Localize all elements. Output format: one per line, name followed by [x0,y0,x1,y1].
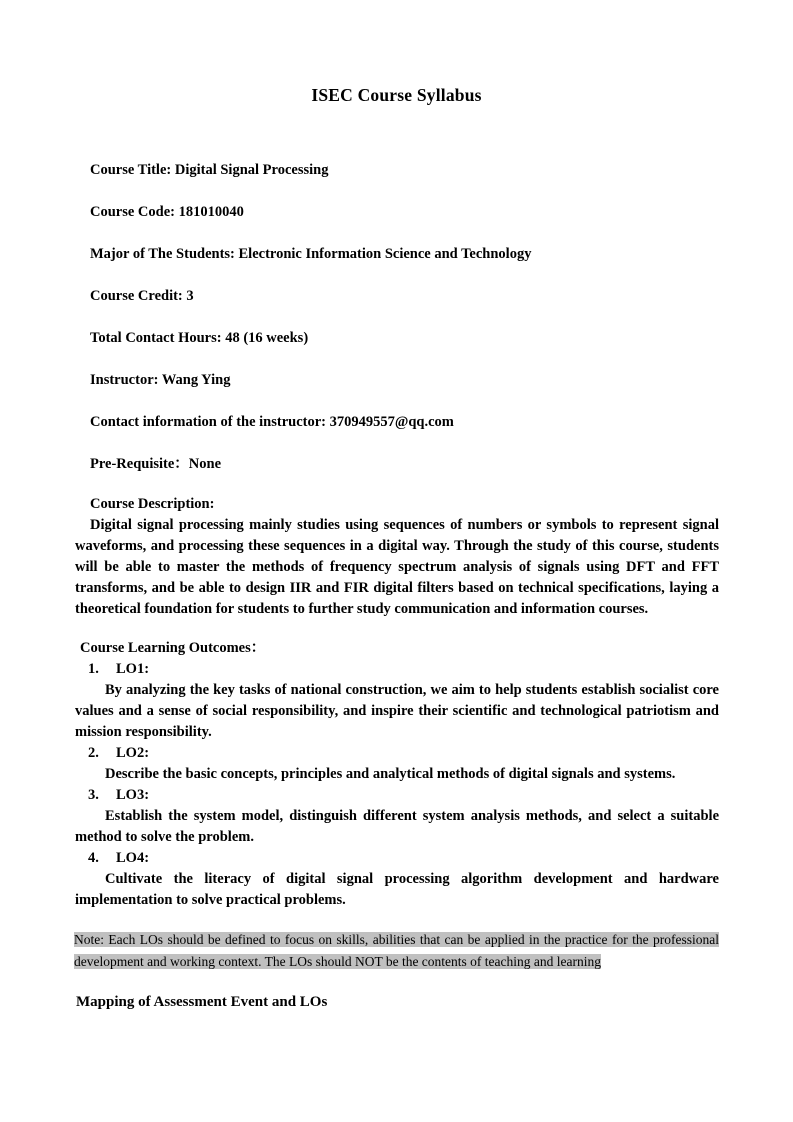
lo4-number: 4. [88,850,99,866]
course-description-heading: Course Description: [90,496,215,512]
mapping-section-heading: Mapping of Assessment Event and LOs [76,994,328,1010]
meta-course-credit: Course Credit: 3 [90,288,194,304]
meta-pre-requisite: Pre-Requisite：None [90,456,222,472]
meta-course-code: Course Code: 181010040 [90,204,244,220]
learning-outcomes-section [75,638,719,911]
lo4-title: LO4: [116,850,150,866]
list-item [75,743,719,764]
lo1-title: LO1: [116,661,150,677]
lo1-label [75,661,149,677]
lo4-body: Cultivate the literacy of digital signal processing algorithm development and hardware implementation to solve practical problems. [75,871,719,908]
lo2-number: 2. [88,745,99,761]
meta-contact-information: Contact information of the instructor: 370949557@qq.com [90,414,454,430]
lo2-body: Describe the basic concepts, principles and analytical methods of digital signals and systems. [105,766,676,782]
meta-major: Major of The Students: Electronic Information Science and Technology [90,246,532,262]
meta-instructor: Instructor: Wang Ying [90,372,231,388]
lo3-label [75,787,149,803]
learning-outcomes-heading: Course Learning Outcomes： [80,640,266,656]
page-title: ISEC Course Syllabus [311,85,482,105]
course-description-section [75,494,719,620]
lo3-number: 3. [88,787,99,803]
lo2-label [75,745,149,761]
list-item [75,659,719,680]
meta-course-title: Course Title: Digital Signal Processing [90,162,329,178]
meta-total-contact-hours: Total Contact Hours: 48 (16 weeks) [90,330,309,346]
lo1-number: 1. [88,661,99,677]
course-meta-block [90,160,720,496]
list-item [75,848,719,869]
course-description-body: Digital signal processing mainly studies using sequences of numbers or symbols to represent signal waveforms, and processing these sequences in a digital way. Through the study of this course, students will be able to master the methods of frequency spectrum analysis of signals using DFT and FFT transforms, and be able to design IIR and FIR digital filters based on technical specifications, laying a theoretical foundation for students to further study communication and information courses. [75,517,719,617]
lo1-body: By analyzing the key tasks of national construction, we aim to help students establish socialist core values and a sense of social responsibility, and inspire their scientific and technological patriotism and mission responsibility. [75,682,719,740]
list-item [75,785,719,806]
lo3-title: LO3: [116,787,150,803]
lo2-title: LO2: [116,745,150,761]
note-text: Note: Each LOs should be defined to focus on skills, abilities that can be applied in the practice for the professional development and working context. The LOs should NOT be the contents of teaching and learning [74,932,719,969]
lo3-body: Establish the system model, distinguish different system analysis methods, and select a suitable method to solve the problem. [75,808,719,845]
lo4-label [75,850,149,866]
note-callout [74,929,719,973]
